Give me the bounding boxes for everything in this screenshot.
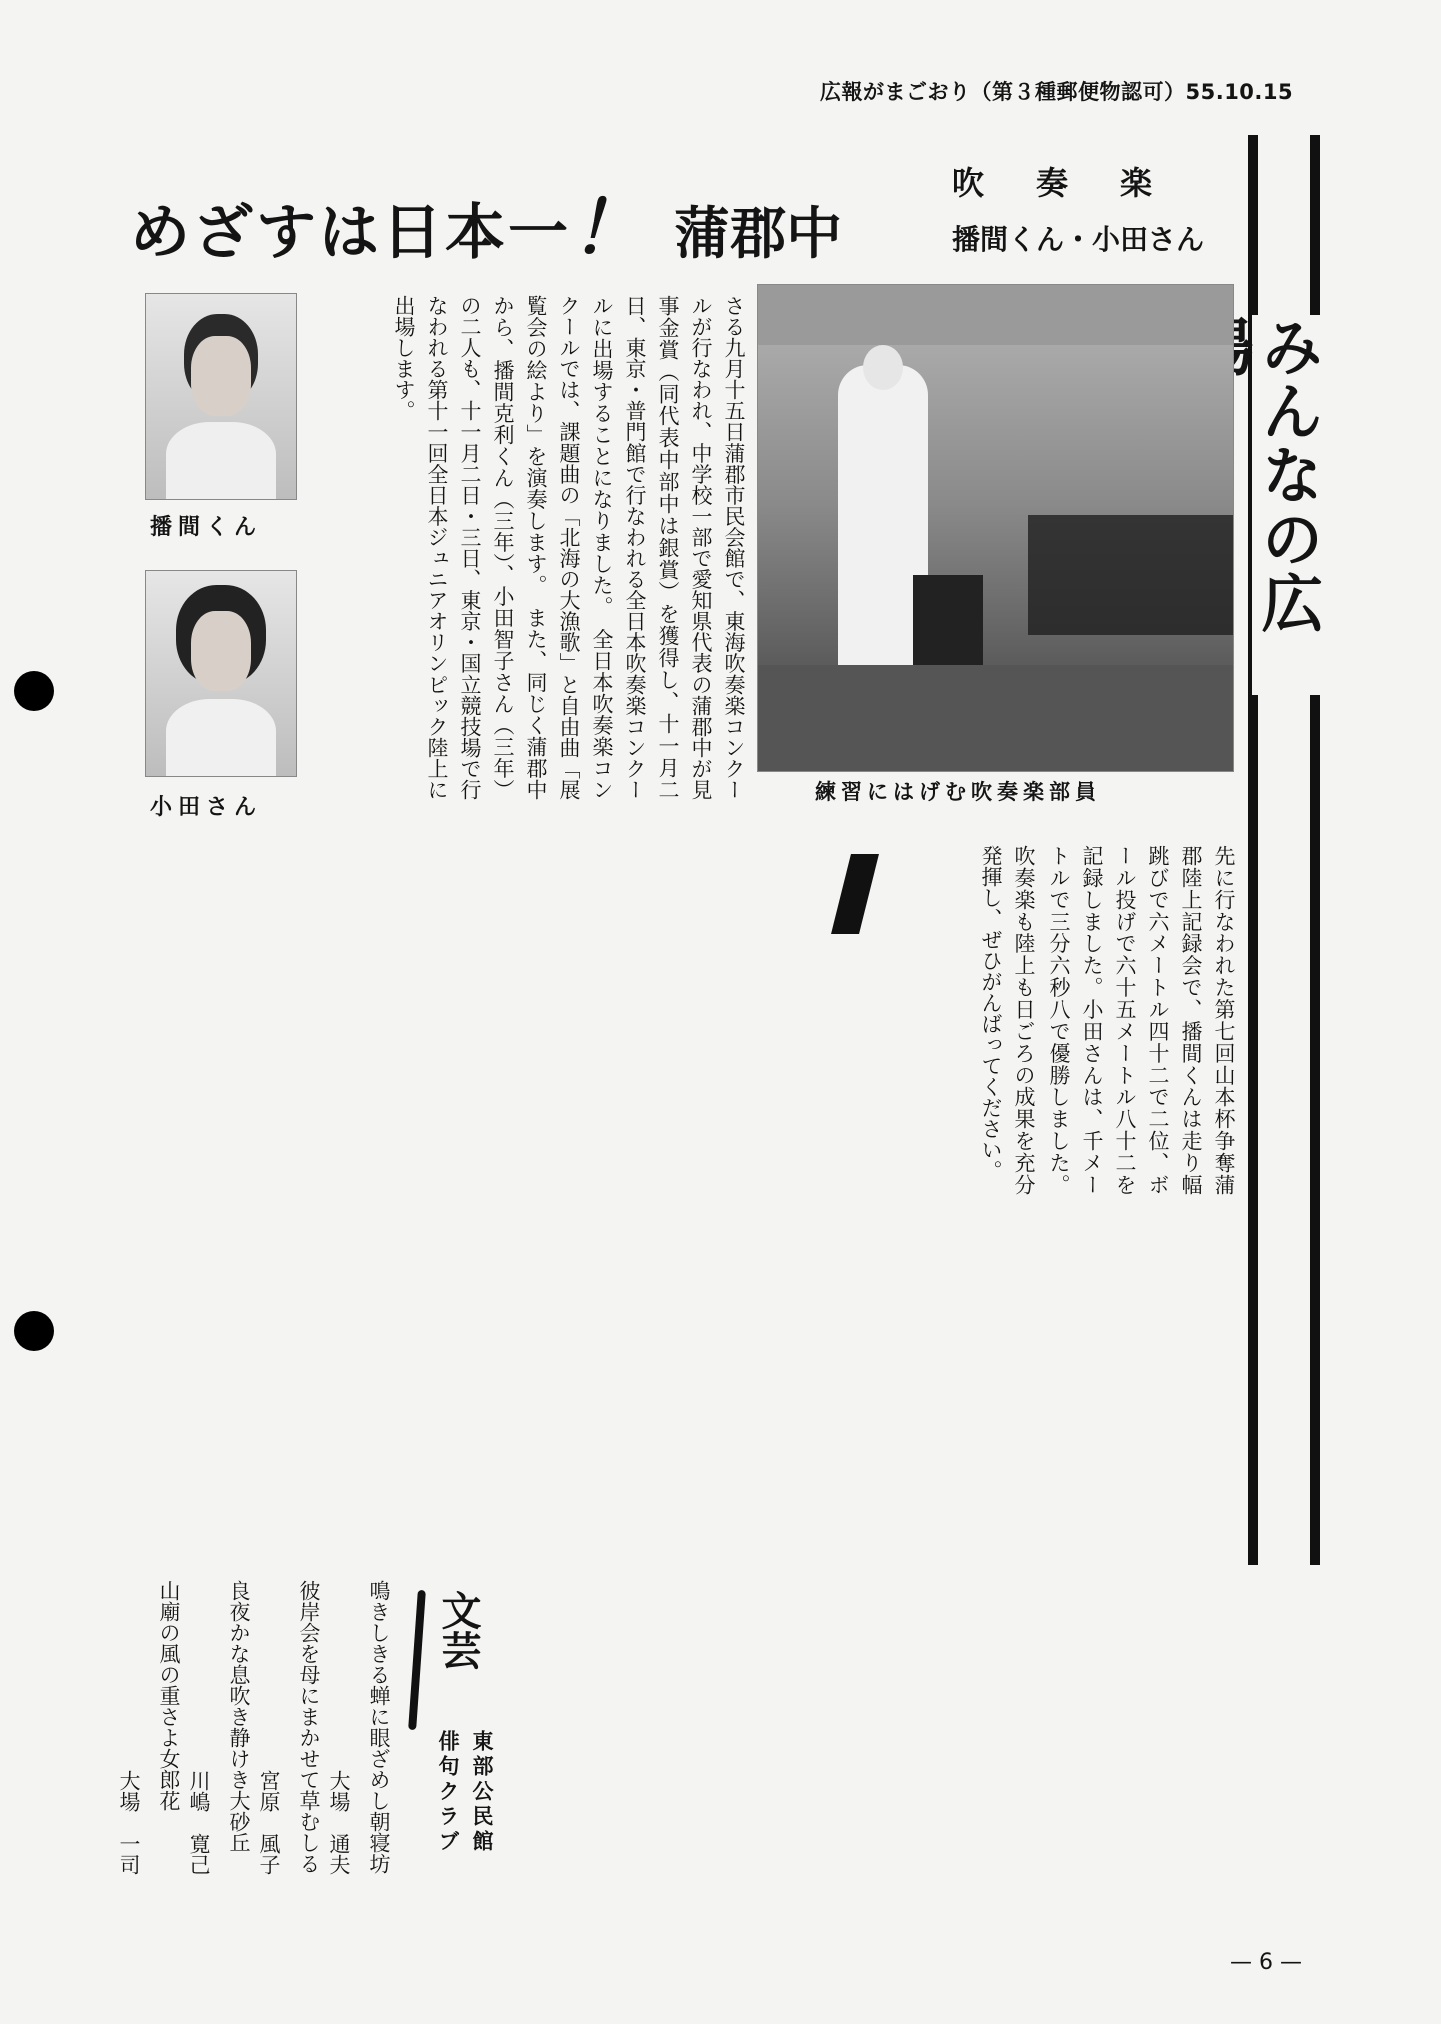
band-photo	[757, 284, 1234, 772]
bungei-header	[405, 1580, 505, 1900]
portrait-photo-2	[145, 570, 297, 777]
page-number: — 6 —	[1230, 1950, 1302, 1975]
haiku-3	[215, 1580, 255, 1910]
binding-hole-top	[14, 671, 54, 711]
haiku-4-author: 大場 一司	[117, 1770, 141, 1875]
masthead: 広報がまごおり（第３種郵便物認可）55.10.15	[820, 80, 1294, 104]
toushu-body-5	[1140, 1570, 1240, 1900]
headline-sub1: 吹 奏 楽	[952, 164, 1163, 202]
headline-sub2: 播間くん・小田さん	[952, 223, 1205, 256]
toushu-body-1	[110, 860, 785, 1190]
haiku-3-author: 川嶋 寛己	[187, 1770, 211, 1875]
toushu-body-3	[605, 1215, 945, 1555]
toushu-body-4	[110, 1215, 605, 1555]
toushu-header	[785, 848, 935, 1178]
portrait-photo-1	[145, 293, 297, 500]
binding-hole-bottom	[14, 1311, 54, 1351]
haiku-list	[117, 1580, 400, 1910]
bungei-org-2: 俳句クラブ	[436, 1730, 460, 1855]
headline-mark: ！	[571, 185, 644, 270]
haiku-2-author: 宮原 風子	[257, 1770, 281, 1875]
section-banner: みんなの広	[1252, 315, 1322, 695]
article1-part5: 吹奏楽も陸上も日ごろの成果を充分発揮し、ぜひがんばってください。	[979, 845, 1036, 1195]
haiku-4	[145, 1580, 185, 1910]
haiku-1	[355, 1580, 395, 1910]
haiku-text: 鳴きしきる蝉に眼ざめし朝寝坊	[367, 1580, 391, 1874]
toushu-signature	[520, 1590, 554, 1890]
portrait-caption-2: 小田さん	[150, 795, 263, 820]
toushu-body-8	[560, 1570, 755, 1880]
headline-school: 蒲郡中	[674, 202, 843, 267]
toushu-slash	[831, 854, 879, 934]
headline	[130, 170, 842, 274]
portrait-caption-1: 播間くん	[150, 515, 263, 540]
pen-icon	[408, 1590, 426, 1730]
article1-part4: 先に行なわれた第七回山本杯争奪蒲郡陸上記録会で、播間くんは走り幅跳びで六メートル四十二で二位、ボール投げで六十五メートル八十二を記録しました。小田さんは、千メートルで三分六秒八で優勝しました。	[1047, 845, 1236, 1195]
haiku-1-author: 大場 通夫	[327, 1770, 351, 1875]
headline-main: めざすは日本一	[130, 198, 571, 268]
haiku-2	[285, 1580, 325, 1910]
band-photo-caption: 練習にはげむ吹奏楽部員	[815, 780, 1101, 804]
article1-part1: さる九月十五日蒲郡市民会館で、東海吹奏楽コンクールが行なわれ、中学校一部で愛知県代表の蒲郡中が見事金賞（同代表中部中は銀賞）を獲得し、十一月二日、東京・普門館で行なわれる全日本吹奏楽コンクールに出場することになりました。 全日本吹奏楽コンクールでは、課題曲の「北海の大漁歌」と自由曲「展覧会の絵より」を演奏します。 また、同じく蒲郡中から、播間克利くん（三年）、小田智子さん（三年）の二人も、十一月二日・三日、東京・国立競技場で行なわれる第十一回全日本ジュニアオリンピック陸上に出場します。	[392, 295, 746, 800]
haiku-text: 彼岸会を母にまかせて草むしる	[297, 1580, 321, 1874]
haiku-text: 良夜かな息吹き静けき大砂丘	[227, 1580, 251, 1853]
haiku-text: 山廟の風の重さよ女郎花	[157, 1580, 181, 1811]
toushu-body-2	[945, 1215, 1240, 1555]
bungei-org-1: 東部公民館	[470, 1730, 494, 1855]
toushu-body-7	[755, 1570, 945, 1900]
bungei-label: 文芸	[435, 1590, 481, 1670]
toushu-body-6	[945, 1570, 1140, 1900]
